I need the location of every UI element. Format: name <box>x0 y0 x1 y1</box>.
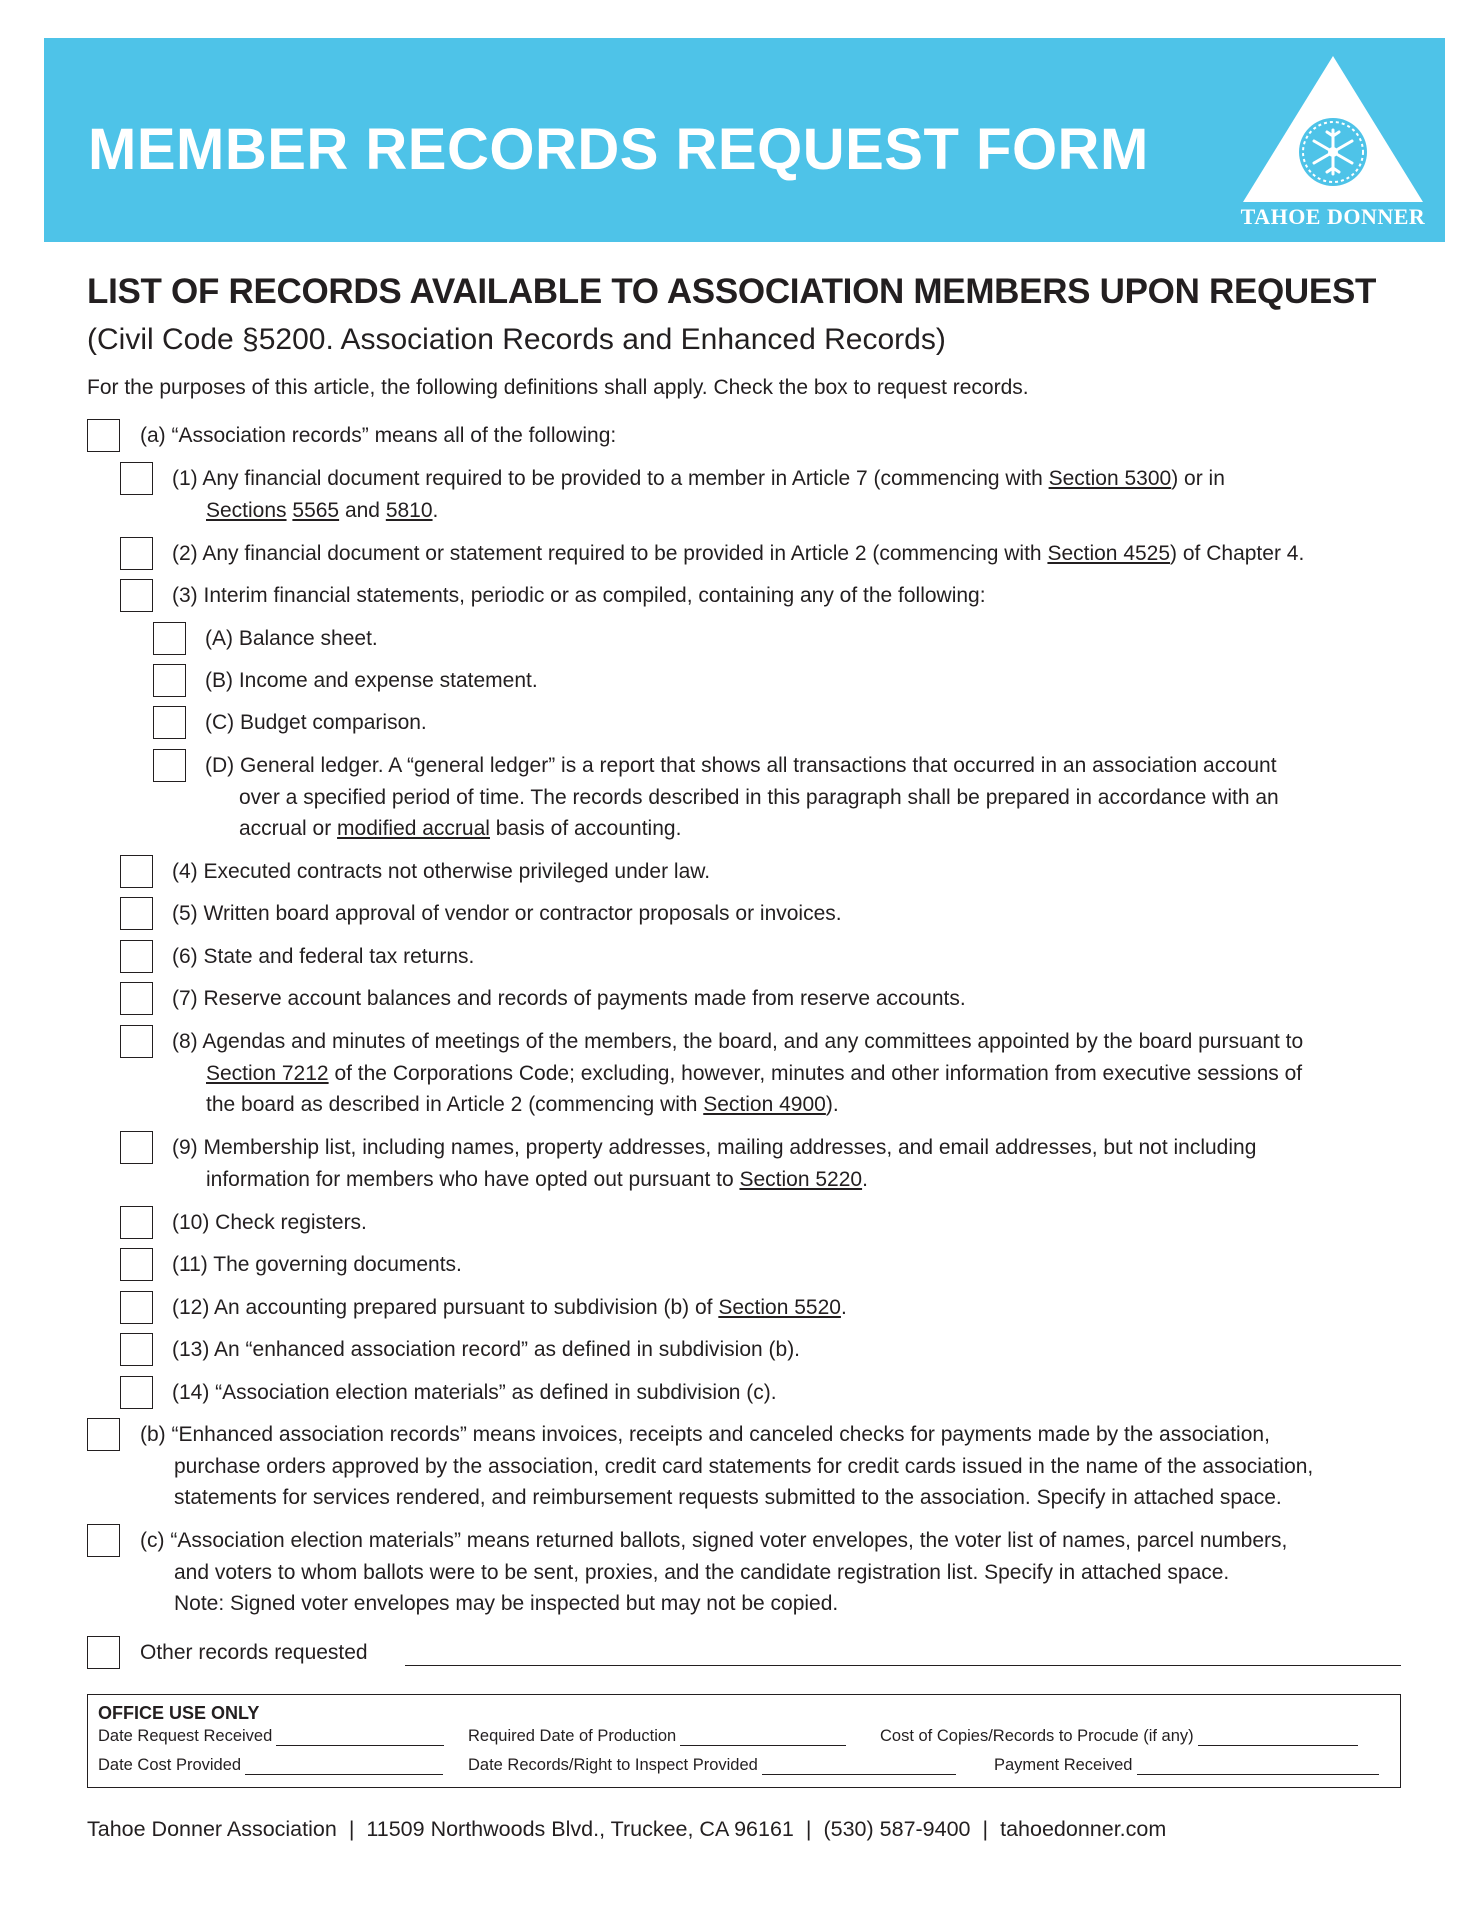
item-c-label: (c) “Association election materials” means returned ballots, signed voter envelopes, the voter list of names, parcel numbers, and voters to whom ballots were to be sent, proxies, and the candidate registration list. Specify in attached space. Note: Signed voter envelopes may be inspected but may not be copied. <box>140 1529 1288 1615</box>
checkbox-a4[interactable] <box>120 855 153 888</box>
link-5810[interactable]: 5810 <box>385 498 433 522</box>
footer-separator: | <box>348 1817 355 1841</box>
checkbox-a3c[interactable] <box>153 706 186 739</box>
link-modified-accrual[interactable]: modified accrual <box>337 817 490 840</box>
footer-separator: | <box>982 1817 989 1841</box>
item-a6-label: (6) State and federal tax returns. <box>172 945 475 968</box>
item-a13-label: (13) An “enhanced association record” as defined in subdivision (b). <box>172 1338 801 1361</box>
item-a14-label: (14) “Association election materials” as defined in subdivision (c). <box>172 1381 777 1404</box>
footer-org: Tahoe Donner Association <box>87 1817 337 1841</box>
footer-separator: | <box>805 1817 812 1841</box>
item-a8-label: (8) Agendas and minutes of meetings of the members, the board, and any committees appointed by the board pursuant to Section 7212 of the Corporations Code; excluding, however, minutes and other information from executive sessions of the board as described in Article 2 (commencing with Section 4900). <box>172 1030 1304 1116</box>
link-sections[interactable]: Sections <box>206 498 287 522</box>
item-a11-label: (11) The governing documents. <box>172 1253 462 1276</box>
checkbox-a3a[interactable] <box>153 622 186 655</box>
item-a3-label: (3) Interim financial statements, periodic or as compiled, containing any of the following: <box>172 584 986 607</box>
other-records-input-line[interactable] <box>405 1665 1401 1666</box>
link-section-7212[interactable]: Section 7212 <box>206 1061 329 1085</box>
date-request-received-field: Date Request Received <box>98 1727 444 1746</box>
item-a3b-label: (B) Income and expense statement. <box>205 669 538 692</box>
date-records-provided-line[interactable] <box>762 1760 956 1775</box>
other-records-label: Other records requested <box>140 1641 368 1664</box>
item-a7-label: (7) Reserve account balances and records of payments made from reserve accounts. <box>172 987 966 1010</box>
item-a5-label: (5) Written board approval of vendor or contractor proposals or invoices. <box>172 902 842 925</box>
checkbox-a3b[interactable] <box>153 664 186 697</box>
payment-received-line[interactable] <box>1137 1760 1379 1775</box>
checkbox-a7[interactable] <box>120 982 153 1015</box>
link-5565[interactable]: 5565 <box>292 498 340 522</box>
footer-address: 11509 Northwoods Blvd., Truckee, CA 96161 <box>366 1817 794 1841</box>
link-section-5300[interactable]: Section 5300 <box>1048 467 1172 490</box>
checkbox-a9[interactable] <box>120 1131 153 1164</box>
link-section-4900[interactable]: Section 4900 <box>703 1093 826 1116</box>
link-section-5220[interactable]: Section 5220 <box>739 1167 863 1191</box>
item-a-label: (a) “Association records” means all of the following: <box>140 424 617 447</box>
header-banner <box>44 38 1445 242</box>
footer <box>87 1817 1166 1842</box>
date-cost-provided-line[interactable] <box>245 1760 443 1775</box>
cost-copies-line[interactable] <box>1198 1731 1358 1746</box>
checkbox-a3d[interactable] <box>153 749 186 782</box>
item-a9-label: (9) Membership list, including names, property addresses, mailing addresses, and email addresses, but not including information for members who have opted out pursuant to Section 5220. <box>172 1136 1257 1191</box>
required-date-line[interactable] <box>680 1731 846 1746</box>
cost-copies-field: Cost of Copies/Records to Procude (if any) <box>880 1727 1358 1746</box>
checkbox-c[interactable] <box>87 1524 120 1557</box>
date-request-received-line[interactable] <box>276 1731 444 1746</box>
checkbox-a6[interactable] <box>120 940 153 973</box>
office-use-title: OFFICE USE ONLY <box>98 1703 260 1723</box>
checkbox-a2[interactable] <box>120 537 153 570</box>
section-subheading: (Civil Code §5200. Association Records and Enhanced Records) <box>87 323 946 356</box>
link-section-5520[interactable]: Section 5520 <box>718 1296 841 1319</box>
checkbox-b[interactable] <box>87 1418 120 1451</box>
office-use-box <box>87 1694 1401 1788</box>
link-section-4525[interactable]: Section 4525 <box>1047 542 1171 565</box>
tahoe-donner-logo <box>1233 52 1433 237</box>
checkbox-a3[interactable] <box>120 579 153 612</box>
checkbox-a8[interactable] <box>120 1025 153 1058</box>
form-title: MEMBER RECORDS REQUEST FORM <box>88 117 1149 182</box>
logo-text: TAHOE DONNER <box>1240 204 1426 229</box>
required-date-field: Required Date of Production <box>468 1727 846 1746</box>
date-records-provided-field: Date Records/Right to Inspect Provided <box>468 1756 956 1775</box>
checkbox-a14[interactable] <box>120 1376 153 1409</box>
checkbox-a10[interactable] <box>120 1206 153 1239</box>
item-b-label: (b) “Enhanced association records” means invoices, receipts and canceled checks for payments made by the association, purchase orders approved by the association, credit card statements for credit cards issued in the name of the association, statements for services rendered, and reimbursement requests submitted to the association. Specify in attached space. <box>140 1423 1314 1509</box>
checkbox-a13[interactable] <box>120 1333 153 1366</box>
item-a10-label: (10) Check registers. <box>172 1211 367 1234</box>
intro-text: For the purposes of this article, the following definitions shall apply. Check the box to request records. <box>87 376 1029 399</box>
item-a3a-label: (A) Balance sheet. <box>205 627 378 650</box>
checkbox-a11[interactable] <box>120 1248 153 1281</box>
item-a3d-label: (D) General ledger. A “general ledger” is a report that shows all transactions that occurred in an association account over a specified period of time. The records described in this paragraph shall be prepared in accordance with an accrual or modified accrual basis of accounting. <box>205 754 1279 840</box>
item-a1-label: (1) Any financial document required to be provided to a member in Article 7 (commencing with Section 5300) or in Sections 5565 and 5810. <box>172 467 1225 522</box>
footer-website[interactable]: tahoedonner.com <box>1000 1817 1167 1841</box>
payment-received-field: Payment Received <box>994 1756 1379 1775</box>
item-a4-label: (4) Executed contracts not otherwise privileged under law. <box>172 860 711 883</box>
item-a12-label: (12) An accounting prepared pursuant to subdivision (b) of Section 5520. <box>172 1296 847 1319</box>
checkbox-a5[interactable] <box>120 897 153 930</box>
checkbox-a[interactable] <box>87 419 120 452</box>
item-a3c-label: (C) Budget comparison. <box>205 711 427 734</box>
item-a2-label: (2) Any financial document or statement required to be provided in Article 2 (commencing with Section 4525) of Chapter 4. <box>172 542 1305 565</box>
checkbox-a1[interactable] <box>120 462 153 495</box>
checkbox-a12[interactable] <box>120 1291 153 1324</box>
footer-phone: (530) 587-9400 <box>823 1817 971 1841</box>
date-cost-provided-field: Date Cost Provided <box>98 1756 443 1775</box>
checkbox-other[interactable] <box>87 1636 120 1669</box>
section-heading: LIST OF RECORDS AVAILABLE TO ASSOCIATION MEMBERS UPON REQUEST <box>87 272 1377 311</box>
